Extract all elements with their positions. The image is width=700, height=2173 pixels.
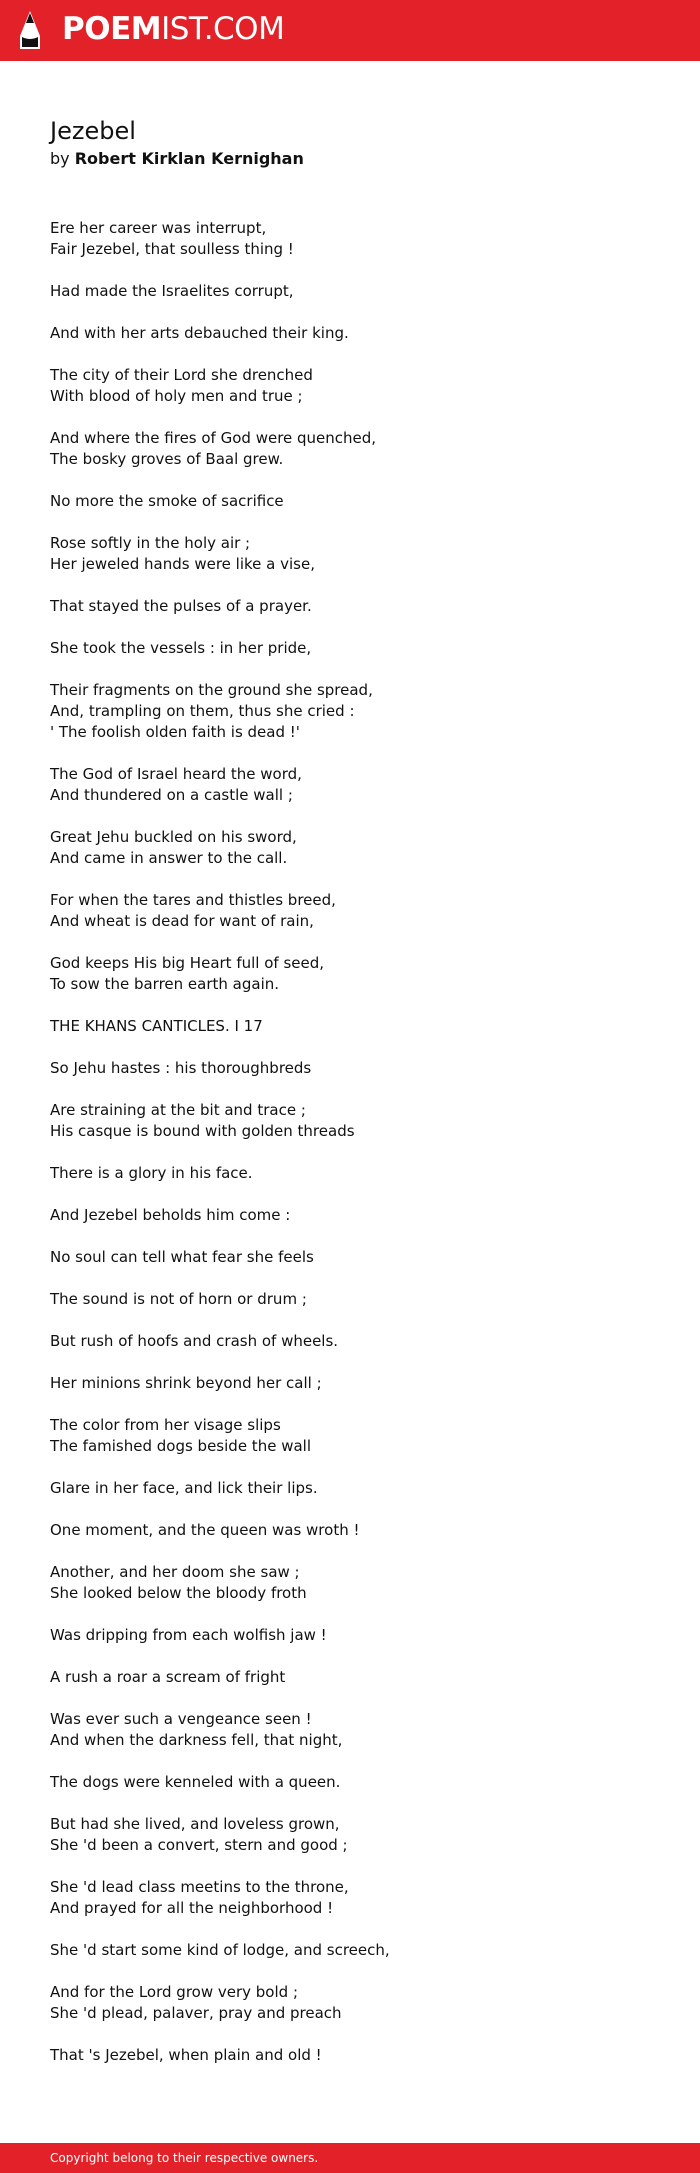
poem-line: Fair Jezebel, that soulless thing ! — [50, 240, 294, 258]
poem-line: The city of their Lord she drenched — [50, 366, 313, 384]
stanza — [50, 1940, 650, 1961]
pencil-tip-icon[interactable] — [17, 10, 43, 51]
poem-line: She 'd been a convert, stern and good ; — [50, 1836, 348, 1854]
poem-line: Her minions shrink beyond her call ; — [50, 1374, 322, 1392]
poem-line: There is a glory in his face. — [50, 1164, 253, 1182]
poem-line: No more the smoke of sacrifice — [50, 492, 284, 510]
poem-line: Great Jehu buckled on his sword, — [50, 828, 297, 846]
poem-line: Ere her career was interrupt, — [50, 219, 267, 237]
stanza — [50, 764, 650, 806]
stanza — [50, 533, 650, 575]
poem-line: She looked below the bloody froth — [50, 1584, 307, 1602]
poem-line: Had made the Israelites corrupt, — [50, 282, 294, 300]
stanza — [50, 1163, 650, 1184]
stanza — [50, 1625, 650, 1646]
poem-line: For when the tares and thistles breed, — [50, 891, 336, 909]
stanza — [50, 1772, 650, 1793]
stanza — [50, 281, 650, 302]
poem-line: And wheat is dead for want of rain, — [50, 912, 314, 930]
stanza — [50, 323, 650, 344]
poem-line: So Jehu hastes : his thoroughbreds — [50, 1059, 312, 1077]
poem-line: And for the Lord grow very bold ; — [50, 1983, 298, 2001]
poem-line: Was ever such a vengeance seen ! — [50, 1710, 312, 1728]
poem-line: The God of Israel heard the word, — [50, 765, 302, 783]
stanza — [50, 1016, 650, 1037]
stanza — [50, 638, 650, 659]
stanza — [50, 1373, 650, 1394]
stanza — [50, 680, 650, 743]
poem-line: And when the darkness fell, that night, — [50, 1731, 343, 1749]
poem-line: And prayed for all the neighborhood ! — [50, 1899, 334, 1917]
poem-line: The color from her visage slips — [50, 1416, 281, 1434]
poem-line: No soul can tell what fear she feels — [50, 1248, 314, 1266]
stanza — [50, 1247, 650, 1268]
poem-line: The sound is not of horn or drum ; — [50, 1290, 307, 1308]
stanza — [50, 890, 650, 932]
poem-line: She 'd start some kind of lodge, and screech, — [50, 1941, 390, 1959]
stanza — [50, 1289, 650, 1310]
poem-line: She 'd lead class meetins to the throne, — [50, 1878, 349, 1896]
stanza — [50, 827, 650, 869]
poem-line: God keeps His big Heart full of seed, — [50, 954, 325, 972]
poem-line: That 's Jezebel, when plain and old ! — [50, 2046, 322, 2064]
poem-line: The bosky groves of Baal grew. — [50, 450, 284, 468]
stanza — [50, 428, 650, 470]
stanza — [50, 1562, 650, 1604]
stanza — [50, 596, 650, 617]
stanza — [50, 1667, 650, 1688]
poem-line: Her jeweled hands were like a vise, — [50, 555, 315, 573]
poem-title: Jezebel — [50, 117, 136, 145]
poem-line: Their fragments on the ground she spread, — [50, 681, 373, 699]
stanza — [50, 953, 650, 995]
poem-line: Rose softly in the holy air ; — [50, 534, 251, 552]
poem-line: And with her arts debauched their king. — [50, 324, 349, 342]
byline — [50, 147, 304, 171]
poem-line: His casque is bound with golden threads — [50, 1122, 355, 1140]
stanza — [50, 1982, 650, 2024]
stanza — [50, 1058, 650, 1079]
poem-line: ' The foolish olden faith is dead !' — [50, 723, 300, 741]
poem-line: And Jezebel beholds him come : — [50, 1206, 291, 1224]
poem-line: Another, and her doom she saw ; — [50, 1563, 300, 1581]
poem-line: And came in answer to the call. — [50, 849, 288, 867]
site-logo[interactable] — [62, 9, 284, 49]
copyright-text: Copyright belong to their respective owners. — [50, 2151, 319, 2165]
poem-line: But rush of hoofs and crash of wheels. — [50, 1332, 339, 1350]
stanza — [50, 218, 650, 260]
poem-line: Was dripping from each wolfish jaw ! — [50, 1626, 327, 1644]
poem-line: She 'd plead, palaver, pray and preach — [50, 2004, 342, 2022]
poem-line: That stayed the pulses of a prayer. — [50, 597, 312, 615]
stanza — [50, 491, 650, 512]
stanza — [50, 1331, 650, 1352]
logo-brand-bold: POEM — [62, 11, 162, 47]
poem-line: One moment, and the queen was wroth ! — [50, 1521, 360, 1539]
poem-line: And, trampling on them, thus she cried : — [50, 702, 355, 720]
poem-line: But had she lived, and loveless grown, — [50, 1815, 340, 1833]
stanza — [50, 1205, 650, 1226]
poem-line: She took the vessels : in her pride, — [50, 639, 312, 657]
poem-line: With blood of holy men and true ; — [50, 387, 303, 405]
stanza — [50, 1877, 650, 1919]
stanza — [50, 1709, 650, 1751]
stanza — [50, 1814, 650, 1856]
stanza — [50, 365, 650, 407]
poem-line: And where the fires of God were quenched, — [50, 429, 377, 447]
stanza — [50, 1415, 650, 1457]
stanza — [50, 2045, 650, 2066]
site-header — [0, 0, 700, 61]
byline-prefix: by — [50, 149, 70, 168]
site-footer — [0, 2143, 700, 2173]
author-name: Robert Kirklan Kernighan — [74, 149, 304, 168]
poem-line: To sow the barren earth again. — [50, 975, 280, 993]
poem-line: The famished dogs beside the wall — [50, 1437, 311, 1455]
poem-line: Are straining at the bit and trace ; — [50, 1101, 306, 1119]
stanza — [50, 1100, 650, 1142]
poem-line: A rush a roar a scream of fright — [50, 1668, 286, 1686]
poem-body — [50, 218, 650, 2087]
logo-brand-light: IST.COM — [161, 11, 285, 47]
stanza — [50, 1520, 650, 1541]
poem-line: Glare in her face, and lick their lips. — [50, 1479, 318, 1497]
poem-line: And thundered on a castle wall ; — [50, 786, 293, 804]
stanza — [50, 1478, 650, 1499]
poem-line: THE KHANS CANTICLES. I 17 — [50, 1017, 263, 1035]
poem-line: The dogs were kenneled with a queen. — [50, 1773, 341, 1791]
